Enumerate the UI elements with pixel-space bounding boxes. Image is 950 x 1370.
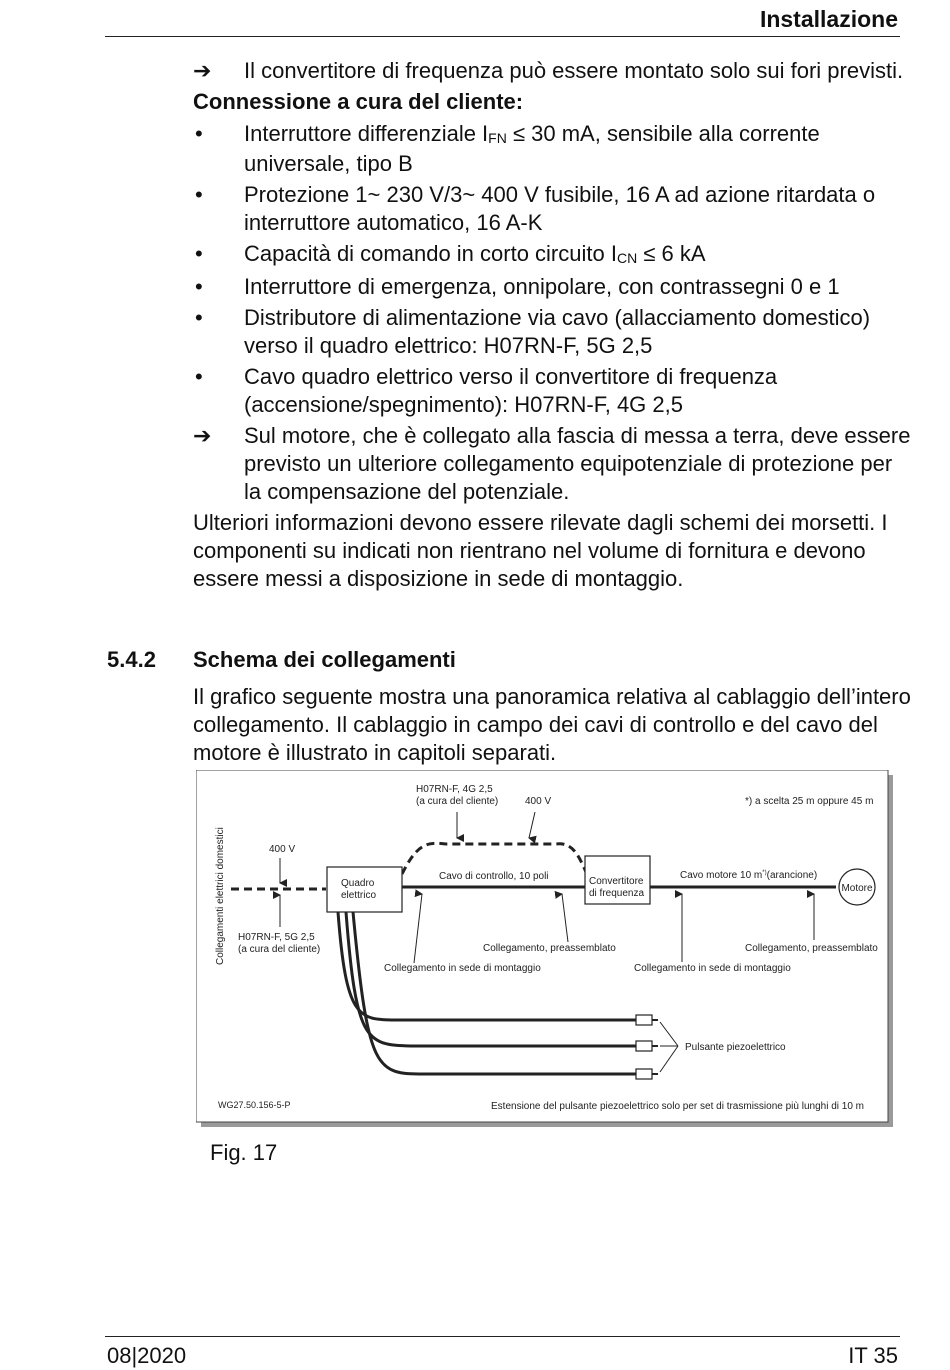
- bullet-text-pre: Capacità di comando in corto circuito I: [244, 241, 617, 266]
- bullet-icon: •: [195, 364, 203, 389]
- bullet-text-pre: Interruttore differenziale I: [244, 121, 489, 146]
- footer-page-number: IT 35: [848, 1343, 898, 1368]
- converter-label-2: di frequenza: [589, 888, 645, 899]
- further-info-paragraph: Ulteriori informazioni devono essere rilevate dagli schemi dei morsetti. I componenti su indicati non rientrano nel volume di fornitura e devono essere messi a disposizione in sede di montaggio.: [193, 510, 888, 591]
- bullet-item: [193, 273, 913, 301]
- motor-cable-color: (arancione): [766, 870, 818, 881]
- bullet-item: [193, 240, 913, 270]
- motor-note-text: Sul motore, che è collegato alla fascia di messa a terra, deve essere previsto un ulteriore collegamento equipotenziale di protezione per la compensazione del potenziale.: [244, 423, 911, 504]
- mount-note: [193, 57, 913, 85]
- bullet-item: [193, 304, 913, 360]
- footer-date: 08|2020: [107, 1343, 187, 1368]
- figure-caption: Fig. 17: [210, 1140, 278, 1165]
- piezo-label: Pulsante piezoelettrico: [685, 1042, 786, 1053]
- extension-note: Estensione del pulsante piezoelettrico solo per set di trasmissione più lunghi di 10 m: [491, 1101, 864, 1112]
- bullet-text: Distributore di alimentazione via cavo (allacciamento domestico) verso il quadro elettrico: H07RN-F, 5G 2,5: [244, 305, 871, 358]
- panel-label-2: elettrico: [341, 890, 377, 901]
- motor-cable-sup: *): [762, 870, 767, 876]
- header-rule: [105, 36, 900, 37]
- bullet-icon: •: [195, 121, 203, 146]
- panel-label-1: Quadro: [341, 878, 375, 889]
- section-title: Schema dei collegamenti: [193, 647, 456, 672]
- bullet-text-post: ≤ 6 kA: [637, 241, 706, 266]
- wiring-diagram-svg: [196, 770, 896, 1130]
- note-top-right: *) a scelta 25 m oppure 45 m: [745, 796, 874, 807]
- motor-cable-text: Cavo motore 10 m: [680, 870, 763, 881]
- bullet-item: [193, 120, 913, 178]
- voltage-top-label: 400 V: [525, 796, 552, 807]
- bullet-icon: •: [195, 305, 203, 330]
- bullet-text: Interruttore di emergenza, onnipolare, con contrassegni 0 e 1: [244, 274, 840, 299]
- bullet-text: Protezione 1~ 230 V/3~ 400 V fusibile, 16 A ad azione ritardata o interruttore automatico, 16 A-K: [244, 182, 876, 235]
- cable-left-label-1: H07RN-F, 5G 2,5: [238, 932, 315, 943]
- preassembled-label-1: Collegamento, preassemblato: [483, 943, 616, 954]
- arrow-icon: ➔: [193, 423, 212, 448]
- reference-code: WG27.50.156-5-P: [218, 1100, 291, 1110]
- section-paragraph: Il grafico seguente mostra una panoramica relativa al cablaggio dell’intero collegamento. Il cablaggio in campo dei cavi di controllo e del cavo del motore è illustrato in capitoli separati.: [193, 684, 911, 765]
- footer-rule: [105, 1336, 900, 1337]
- bullet-text-post: ≤ 30 mA, sensibile alla corrente universale, tipo B: [244, 121, 820, 176]
- voltage-left-label: 400 V: [269, 844, 296, 855]
- control-cable-label: Cavo di controllo, 10 poli: [439, 871, 549, 882]
- converter-label-1: Convertitore: [589, 876, 644, 887]
- bullet-icon: •: [195, 274, 203, 299]
- piezo-button: [636, 1041, 652, 1051]
- side-label: Collegamenti elettrici domestici: [215, 827, 226, 965]
- cable-left-label-2: (a cura del cliente): [238, 944, 321, 955]
- preassembled-label-2: Collegamento, preassemblato: [745, 943, 878, 954]
- page-header-title: Installazione: [759, 6, 898, 32]
- motor-label: Motore: [841, 883, 873, 894]
- bullet-icon: •: [195, 182, 203, 207]
- onsite-label-1: Collegamento in sede di montaggio: [384, 963, 541, 974]
- bullet-text: Cavo quadro elettrico verso il convertitore di frequenza (accensione/spegnimento): H07RN-F, 4G 2,5: [244, 364, 778, 417]
- bullet-text-sub: CN: [616, 250, 638, 266]
- bullet-item: [193, 363, 913, 419]
- motor-cable-label: [680, 870, 817, 881]
- piezo-button: [636, 1015, 652, 1025]
- bullet-icon: •: [195, 241, 203, 266]
- bullet-text-sub: FN: [488, 130, 507, 146]
- arrow-icon: ➔: [193, 58, 212, 83]
- piezo-button: [636, 1069, 652, 1079]
- bullet-item: [193, 181, 913, 237]
- section-number: 5.4.2: [107, 647, 156, 672]
- mount-note-text: Il convertitore di frequenza può essere montato solo sui fori previsti.: [244, 58, 904, 83]
- cable-top-label-1: H07RN-F, 4G 2,5: [416, 784, 493, 795]
- motor-note: [193, 422, 913, 506]
- instructions-block: [193, 57, 913, 593]
- onsite-label-2: Collegamento in sede di montaggio: [634, 963, 791, 974]
- customer-heading: Connessione a cura del cliente:: [193, 89, 524, 114]
- wiring-diagram: [196, 770, 896, 1130]
- cable-top-label-2: (a cura del cliente): [416, 796, 499, 807]
